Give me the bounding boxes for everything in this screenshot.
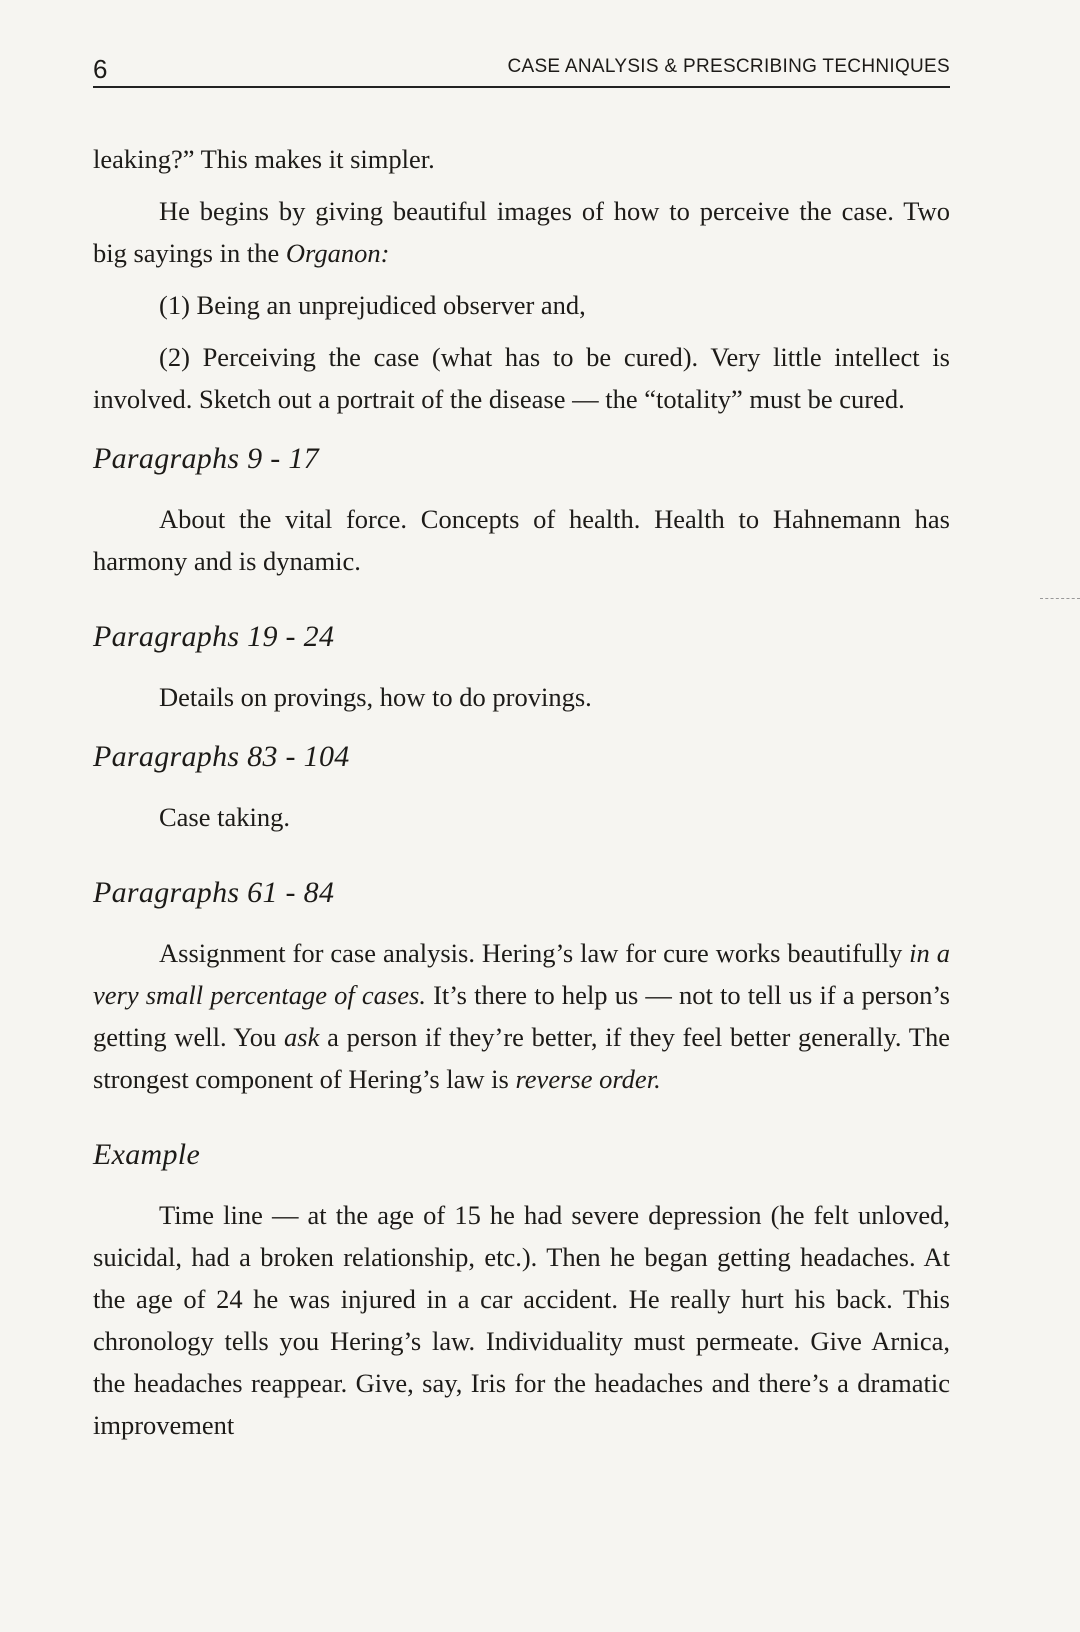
bleed-through-mark <box>1040 598 1080 605</box>
paragraph: Time line — at the age of 15 he had severe depression (he felt unloved, suicidal, had a broken relationship, etc.). Then he began getting headaches. At the age of 24 he was injured in a car accident. He really hurt his back. This chronology tells you Hering’s law. Individuality must permeate. Give Arnica, the headaches reappear. Give, say, Iris for the headaches and there’s a dramatic improvement <box>93 1200 950 1440</box>
paragraph: Details on provings, how to do provings. <box>159 682 592 712</box>
running-title: CASE ANALYSIS & PRESCRIBING TECHNIQUES <box>507 56 950 77</box>
page-number: 6 <box>93 54 108 84</box>
emphasis: ask <box>284 1022 320 1052</box>
paragraph: Assignment for case analysis. Hering’s law for cure works beautifully in a very small percentage of cases. It’s there to help us — not to tell us if a person’s getting well. You ask a person if they’re better, if they feel better generally. The strongest component of Hering’s law is reverse order. <box>93 938 950 1094</box>
emphasis: in a very small percentage of cases. <box>93 938 950 1010</box>
body-text <box>93 138 950 1446</box>
section-heading: Paragraphs 83 - 104 <box>93 740 350 773</box>
section-heading: Paragraphs 9 - 17 <box>93 442 319 475</box>
paragraph: Case taking. <box>159 802 290 832</box>
running-header <box>93 46 950 88</box>
section-heading: Paragraphs 61 - 84 <box>93 876 335 909</box>
paragraph: About the vital force. Concepts of health. Health to Hahnemann has harmony and is dynamic. <box>93 504 950 576</box>
book-title: Organon: <box>285 238 390 268</box>
paragraph: leaking?” This makes it simpler. <box>93 144 435 174</box>
section-heading: Example <box>93 1138 201 1171</box>
paragraph: (2) Perceiving the case (what has to be cured). Very little intellect is involved. Sketch out a portrait of the disease — the “totality” must be cured. <box>93 342 950 414</box>
paragraph: (1) Being an unprejudiced observer and, <box>159 290 586 320</box>
section-heading: Paragraphs 19 - 24 <box>93 620 335 653</box>
paragraph: He begins by giving beautiful images of how to perceive the case. Two big sayings in the Organon: <box>93 196 950 268</box>
emphasis: reverse order. <box>515 1064 661 1094</box>
